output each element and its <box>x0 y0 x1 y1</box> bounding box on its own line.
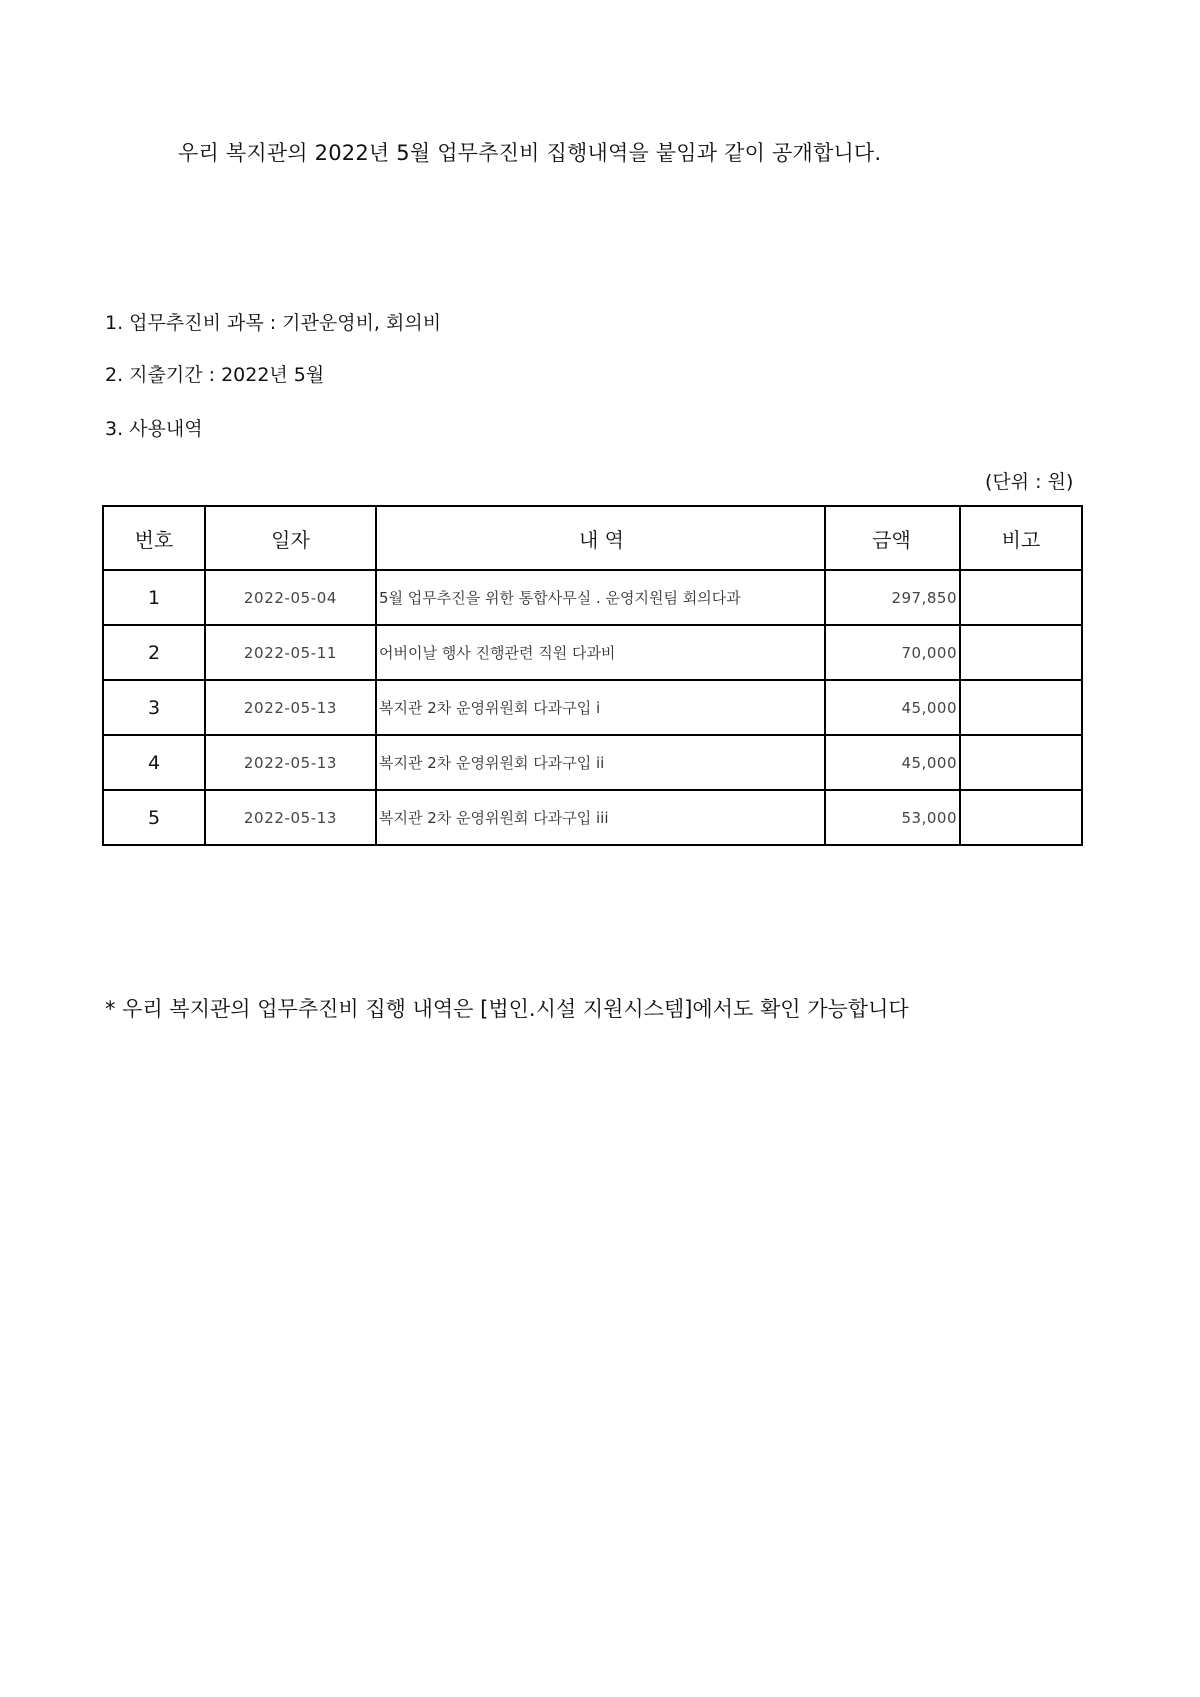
row-note <box>960 680 1082 735</box>
table-row <box>103 625 1082 680</box>
table-row <box>103 790 1082 845</box>
row-description: 복지관 2차 운영위원회 다과구입 ii <box>376 735 825 790</box>
header-date: 일자 <box>205 506 376 570</box>
header-number: 번호 <box>103 506 205 570</box>
item-period: 2. 지출기간 : 2022년 5월 <box>105 364 325 386</box>
row-note <box>960 790 1082 845</box>
table-header-row <box>103 506 1082 570</box>
row-date: 2022-05-04 <box>205 570 376 625</box>
row-description: 복지관 2차 운영위원회 다과구입 i <box>376 680 825 735</box>
row-number: 5 <box>103 790 205 845</box>
table-row <box>103 570 1082 625</box>
header-amount: 금액 <box>825 506 960 570</box>
row-date: 2022-05-13 <box>205 735 376 790</box>
row-note <box>960 735 1082 790</box>
footnote: * 우리 복지관의 업무추진비 집행 내역은 [법인.시설 지원시스템]에서도 확인 가능합니다 <box>105 997 909 1021</box>
item-usage-heading: 3. 사용내역 <box>105 418 203 440</box>
row-amount: 297,850 <box>825 570 960 625</box>
row-number: 1 <box>103 570 205 625</box>
item-budget-category: 1. 업무추진비 과목 : 기관운영비, 회의비 <box>105 312 442 334</box>
row-date: 2022-05-11 <box>205 625 376 680</box>
row-number: 3 <box>103 680 205 735</box>
intro-text: 우리 복지관의 2022년 5월 업무추진비 집행내역을 붙임과 같이 공개합니다. <box>178 141 882 165</box>
header-note: 비고 <box>960 506 1082 570</box>
row-note <box>960 625 1082 680</box>
row-description: 5월 업무추진을 위한 통합사무실 . 운영지원팀 회의다과 <box>376 570 825 625</box>
row-description: 복지관 2차 운영위원회 다과구입 iii <box>376 790 825 845</box>
row-date: 2022-05-13 <box>205 680 376 735</box>
row-note <box>960 570 1082 625</box>
row-amount: 45,000 <box>825 680 960 735</box>
unit-label: (단위 : 원) <box>985 471 1074 493</box>
header-description: 내 역 <box>376 506 825 570</box>
expense-table <box>102 505 1083 846</box>
row-date: 2022-05-13 <box>205 790 376 845</box>
row-amount: 45,000 <box>825 735 960 790</box>
row-number: 4 <box>103 735 205 790</box>
row-description: 어버이날 행사 진행관련 직원 다과비 <box>376 625 825 680</box>
row-amount: 70,000 <box>825 625 960 680</box>
table-row <box>103 680 1082 735</box>
row-amount: 53,000 <box>825 790 960 845</box>
row-number: 2 <box>103 625 205 680</box>
table-row <box>103 735 1082 790</box>
